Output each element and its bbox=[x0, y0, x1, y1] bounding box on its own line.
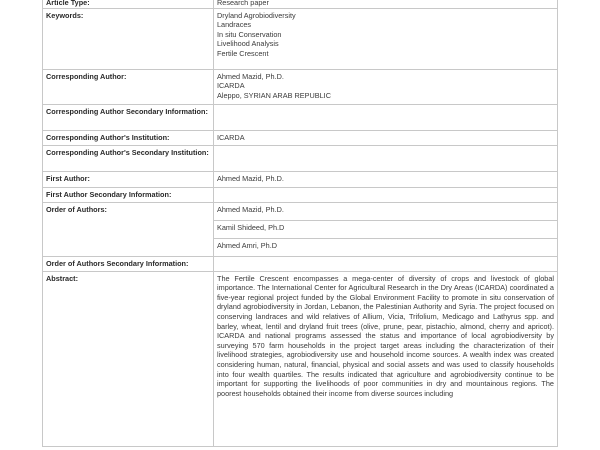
article-type-label: Article Type: bbox=[43, 0, 214, 8]
order-of-authors-label: Order of Authors: bbox=[43, 202, 214, 256]
corresponding-author-label: Corresponding Author: bbox=[43, 69, 214, 104]
order-of-authors-value bbox=[214, 202, 558, 256]
order-of-authors-secondary-value bbox=[214, 256, 558, 271]
keyword-item: In situ Conservation bbox=[217, 29, 282, 39]
row-abstract bbox=[43, 271, 558, 446]
keyword-item: Landraces bbox=[217, 20, 252, 30]
corresponding-author-org: ICARDA bbox=[217, 81, 245, 91]
author-entry: Kamil Shideed, Ph.D bbox=[214, 221, 557, 239]
order-of-authors-secondary-label: Order of Authors Secondary Information: bbox=[43, 256, 214, 271]
corresponding-author-secondary-institution-value bbox=[214, 145, 558, 171]
keyword-item: Livelihood Analysis bbox=[217, 39, 279, 49]
corresponding-author-name: Ahmed Mazid, Ph.D. bbox=[217, 71, 284, 81]
row-corresponding-author bbox=[43, 69, 558, 104]
abstract-label: Abstract: bbox=[43, 271, 214, 446]
article-type-value: Research paper bbox=[214, 0, 558, 8]
row-order-of-authors-secondary bbox=[43, 256, 558, 271]
row-keywords bbox=[43, 8, 558, 69]
author-entry: Ahmed Amri, Ph.D bbox=[217, 240, 278, 250]
first-author-value: Ahmed Mazid, Ph.D. bbox=[214, 171, 558, 187]
corresponding-author-secondary-institution-label: Corresponding Author's Secondary Institution: bbox=[43, 145, 214, 171]
row-corresponding-author-institution bbox=[43, 130, 558, 145]
row-corresponding-author-secondary-institution bbox=[43, 145, 558, 171]
keyword-item: Fertile Crescent bbox=[217, 48, 269, 58]
keyword-item: Dryland Agrobiodiversity bbox=[217, 10, 296, 20]
first-author-secondary-label: First Author Secondary Information: bbox=[43, 187, 214, 202]
author-entry: Ahmed Mazid, Ph.D. bbox=[214, 203, 557, 221]
corresponding-author-location: Aleppo, SYRIAN ARAB REPUBLIC bbox=[217, 90, 331, 100]
keywords-value bbox=[214, 8, 558, 69]
corresponding-author-secondary-label: Corresponding Author Secondary Information: bbox=[43, 104, 214, 130]
corresponding-author-institution-value: ICARDA bbox=[214, 130, 558, 145]
row-first-author bbox=[43, 171, 558, 187]
corresponding-author-institution-label: Corresponding Author's Institution: bbox=[43, 130, 214, 145]
row-order-of-authors bbox=[43, 202, 558, 256]
first-author-label: First Author: bbox=[43, 171, 214, 187]
abstract-text: The Fertile Crescent encompasses a mega-center of diversity of crops and livestock of global importance. The International Center for Agricultural Research in the Dry Areas (ICARDA) coordinated a five-year regional project funded by the Global Environment Facility to promote in situ conservation of dryland agrobiodiversity in Jordan, Lebanon, the Palestinian Authority and Syria. The project focused on conserving landraces and wild relatives of Allium, Vicia, Trifolium, Medicago and Lathyrus spp. and barley, wheat, lentil and dryland fruit trees (olive, prune, pear, pistachio, almond, cherry and apricot). ICARDA and national programs assessed the status and importance of local agrobiodiversity by surveying 570 farm households in the project target areas including the characterization of their livelihood strategies, agrobiodiversity use and household income sources. A wealth index was created considering human, natural, financial, physical and social assets and was used to classify households into four wealth quartiles. The results indicated that agriculture and agrobiodiversity continue to be important for supporting the livelihoods of poor communities in dry and mountainous regions. The poorest households obtained their income from diverse sources including bbox=[214, 271, 558, 446]
row-first-author-secondary bbox=[43, 187, 558, 202]
keywords-label: Keywords: bbox=[43, 8, 214, 69]
row-corresponding-author-secondary bbox=[43, 104, 558, 130]
corresponding-author-value bbox=[214, 69, 558, 104]
row-article-type bbox=[43, 0, 558, 8]
submission-metadata-table bbox=[42, 0, 558, 447]
first-author-secondary-value bbox=[214, 187, 558, 202]
corresponding-author-secondary-value bbox=[214, 104, 558, 130]
